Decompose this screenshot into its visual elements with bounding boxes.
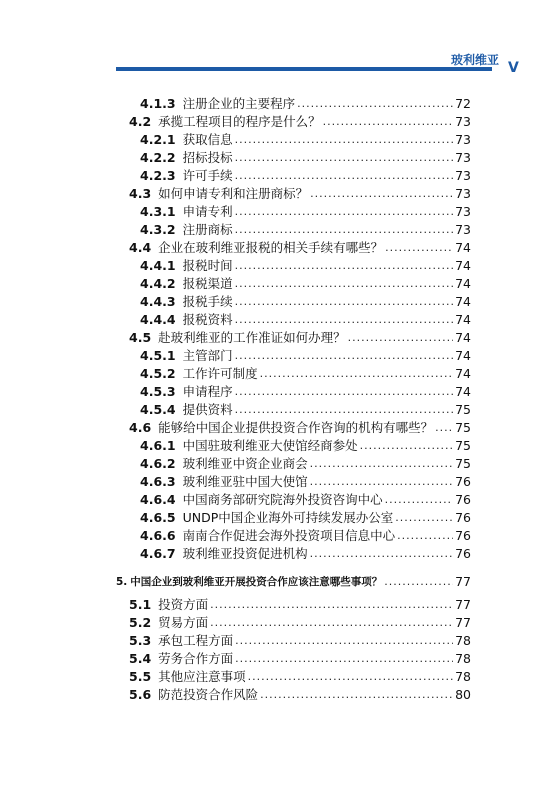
toc-entry[interactable]: [140, 402, 471, 418]
toc-entry[interactable]: [140, 204, 471, 220]
toc-entry-title: UNDP中国企业海外可持续发展办公室: [182, 510, 394, 525]
toc-entry-page: 75: [455, 402, 471, 417]
toc-entry-number: 4.3: [129, 186, 152, 201]
toc-entry-title: 中国商务部研究院海外投资咨询中心: [182, 492, 383, 507]
toc-leader-dots: [310, 546, 453, 562]
toc-entry[interactable]: [129, 615, 471, 631]
toc-leader-dots: [235, 150, 453, 166]
toc-entry-number: 4.6: [129, 420, 152, 435]
toc-entry-number: 5.6: [129, 687, 152, 702]
toc-entry-page: 73: [455, 150, 471, 165]
toc-entry-page: 76: [455, 492, 471, 507]
toc-leader-dots: [310, 456, 453, 472]
toc-entry-title: 报税时间: [182, 258, 233, 273]
toc-entry-title: 提供资料: [182, 402, 233, 417]
toc-entry-number: 5.: [116, 576, 128, 588]
toc-entry-title: 申请专利: [182, 204, 233, 219]
toc-entry-title: 玻利维亚中资企业商会: [182, 456, 308, 471]
toc-entry[interactable]: [129, 687, 471, 703]
toc-entry-page: 77: [455, 574, 471, 589]
toc-entry[interactable]: [140, 384, 471, 400]
toc-entry-page: 78: [455, 633, 471, 648]
running-header-title: 玻利维亚: [450, 53, 499, 67]
toc-entry-title: 许可手续: [182, 168, 233, 183]
toc-leader-dots: [210, 615, 453, 631]
toc-entry[interactable]: [129, 597, 471, 613]
toc-entry[interactable]: [140, 546, 471, 562]
toc-entry-page: 74: [455, 276, 471, 291]
toc-entry-page: 73: [455, 114, 471, 129]
toc-entry[interactable]: [140, 222, 471, 238]
toc-entry-title: 注册企业的主要程序: [182, 96, 296, 111]
toc-entry-number: 4.3.1: [140, 204, 176, 219]
toc-leader-dots: [248, 669, 453, 685]
page-number: V: [508, 60, 519, 76]
toc-entry-title: 中国企业到玻利维亚开展投资合作应该注意哪些事项？: [130, 576, 383, 588]
toc-entry-page: 73: [455, 132, 471, 147]
toc-entry-title: 申请程序: [182, 384, 233, 399]
header-rule: [116, 67, 492, 71]
toc-entry-title: 招标投标: [182, 150, 233, 165]
toc-leader-dots: [235, 132, 453, 148]
toc-entry-title: 其他应注意事项: [158, 669, 246, 684]
toc-leader-dots: [235, 312, 453, 328]
toc-entry-page: 78: [455, 651, 471, 666]
toc-entry-page: 73: [455, 222, 471, 237]
toc-entry[interactable]: [140, 96, 471, 112]
toc-entry-page: 77: [455, 597, 471, 612]
toc-entry-title: 赴玻利维亚的工作准证如何办理？: [158, 330, 346, 345]
toc-entry-page: 80: [455, 687, 471, 702]
toc-entry-title: 承包工程方面: [158, 633, 234, 648]
toc-leader-dots: [235, 168, 453, 184]
toc-entry-number: 4.4.2: [140, 276, 176, 291]
toc-entry[interactable]: [140, 150, 471, 166]
toc-entry-number: 4.5.3: [140, 384, 176, 399]
toc-entry[interactable]: [140, 528, 471, 544]
toc-entry-page: 74: [455, 258, 471, 273]
toc-entry[interactable]: [140, 456, 471, 472]
toc-leader-dots: [235, 384, 453, 400]
toc-entry-title: 玻利维亚投资促进机构: [182, 546, 308, 561]
toc-leader-dots: [348, 330, 453, 346]
toc-entry-number: 4.6.6: [140, 528, 176, 543]
toc-leader-dots: [397, 528, 453, 544]
toc-leader-dots: [297, 96, 453, 112]
toc-entry-title: 南南合作促进会海外投资项目信息中心: [182, 528, 396, 543]
toc-leader-dots: [260, 366, 453, 382]
toc-entry-page: 74: [455, 330, 471, 345]
toc-entry-number: 5.3: [129, 633, 152, 648]
toc-entry-page: 74: [455, 348, 471, 363]
toc-entry-title: 报税资料: [182, 312, 233, 327]
toc-entry[interactable]: [129, 420, 471, 436]
toc-entry-page: 76: [455, 546, 471, 561]
toc-entry[interactable]: [140, 168, 471, 184]
toc-entry[interactable]: [140, 366, 471, 382]
toc-leader-dots: [235, 276, 453, 292]
toc-entry-number: 4.2.1: [140, 132, 176, 147]
toc-entry[interactable]: [129, 633, 471, 649]
toc-entry[interactable]: [129, 114, 471, 130]
toc-leader-dots: [235, 402, 453, 418]
toc-entry-title: 承揽工程项目的程序是什么？: [158, 114, 321, 129]
toc-entry-page: 76: [455, 510, 471, 525]
toc-entry-number: 5.4: [129, 651, 152, 666]
toc-entry[interactable]: [140, 294, 471, 310]
toc-entry[interactable]: [140, 510, 471, 526]
toc-entry[interactable]: [140, 132, 471, 148]
toc-entry-title: 注册商标: [182, 222, 233, 237]
toc-leader-dots: [310, 474, 453, 490]
toc-entry[interactable]: [140, 348, 471, 364]
toc-entry-page: 73: [455, 168, 471, 183]
toc-entry-title: 工作许可制度: [182, 366, 258, 381]
toc-leader-dots: [235, 294, 453, 310]
toc-entry-title: 获取信息: [182, 132, 233, 147]
toc-entry-page: 74: [455, 384, 471, 399]
toc-entry-title: 能够给中国企业提供投资合作咨询的机构有哪些？: [158, 420, 434, 435]
toc-leader-dots: [384, 574, 453, 590]
toc-leader-dots: [235, 651, 453, 667]
toc-entry[interactable]: [140, 258, 471, 274]
toc-leader-dots: [310, 186, 453, 202]
toc-entry[interactable]: [140, 474, 471, 490]
toc-entry-number: 4.2.3: [140, 168, 176, 183]
toc-entry-page: 78: [455, 669, 471, 684]
toc-entry-title: 报税手续: [182, 294, 233, 309]
toc-entry-title: 玻利维亚驻中国大使馆: [182, 474, 308, 489]
toc-leader-dots: [323, 114, 453, 130]
toc-chapter-entry[interactable]: [116, 574, 471, 590]
toc-entry-number: 4.6.7: [140, 546, 176, 561]
toc-entry-title: 中国驻玻利维亚大使馆经商参处: [182, 438, 358, 453]
toc-entry-page: 77: [455, 615, 471, 630]
toc-entry-page: 74: [455, 240, 471, 255]
toc-entry-title: 防范投资合作风险: [158, 687, 259, 702]
toc-entry[interactable]: [129, 330, 471, 346]
toc-leader-dots: [235, 204, 453, 220]
toc-entry-number: 4.2: [129, 114, 152, 129]
toc-entry[interactable]: [140, 492, 471, 508]
toc-entry-page: 73: [455, 204, 471, 219]
toc-entry[interactable]: [129, 669, 471, 685]
toc-leader-dots: [235, 258, 453, 274]
toc-entry-number: 4.6.2: [140, 456, 176, 471]
toc-entry-page: 76: [455, 474, 471, 489]
toc-entry-title: 劳务合作方面: [158, 651, 234, 666]
toc-entry-number: 4.1.3: [140, 96, 176, 111]
toc-entry-title: 贸易方面: [158, 615, 209, 630]
toc-entry[interactable]: [140, 438, 471, 454]
toc-entry[interactable]: [129, 186, 471, 202]
toc-entry-number: 4.4.4: [140, 312, 176, 327]
toc-entry-page: 75: [455, 438, 471, 453]
toc-entry-number: 4.2.2: [140, 150, 176, 165]
toc-leader-dots: [385, 492, 453, 508]
toc-entry-title: 主管部门: [182, 348, 233, 363]
toc-entry-number: 4.5.2: [140, 366, 176, 381]
toc-leader-dots: [385, 240, 453, 256]
toc-entry-number: 4.5.1: [140, 348, 176, 363]
toc-entry-number: 4.5.4: [140, 402, 176, 417]
toc-entry-number: 4.6.4: [140, 492, 176, 507]
toc-entry-title: 报税渠道: [182, 276, 233, 291]
toc-entry-title: 企业在玻利维亚报税的相关手续有哪些？: [158, 240, 384, 255]
toc-entry-page: 73: [455, 186, 471, 201]
toc-entry-number: 4.6.3: [140, 474, 176, 489]
toc-entry-number: 4.4.3: [140, 294, 176, 309]
toc-entry-page: 74: [455, 294, 471, 309]
toc-entry-title: 如何申请专利和注册商标？: [158, 186, 309, 201]
toc-entry-page: 74: [455, 312, 471, 327]
toc-leader-dots: [210, 597, 453, 613]
toc-leader-dots: [435, 420, 453, 436]
toc-leader-dots: [235, 348, 453, 364]
toc-leader-dots: [360, 438, 453, 454]
toc-entry-number: 4.4.1: [140, 258, 176, 273]
toc-entry-page: 74: [455, 366, 471, 381]
toc-entry-page: 75: [455, 420, 471, 435]
toc-entry-number: 4.4: [129, 240, 152, 255]
toc-entry-page: 72: [455, 96, 471, 111]
toc-entry-number: 4.3.2: [140, 222, 176, 237]
toc-leader-dots: [395, 510, 453, 526]
toc-entry-number: 5.5: [129, 669, 152, 684]
toc-leader-dots: [260, 687, 453, 703]
toc-entry[interactable]: [129, 651, 471, 667]
toc-entry-page: 76: [455, 528, 471, 543]
toc-entry[interactable]: [129, 240, 471, 256]
toc-entry-number: 5.1: [129, 597, 152, 612]
toc-entry-number: 4.5: [129, 330, 152, 345]
toc-entry-page: 75: [455, 456, 471, 471]
toc-leader-dots: [235, 633, 453, 649]
toc-leader-dots: [235, 222, 453, 238]
toc-entry[interactable]: [140, 276, 471, 292]
toc-entry[interactable]: [140, 312, 471, 328]
toc-entry-title: 投资方面: [158, 597, 209, 612]
toc-entry-number: 4.6.5: [140, 510, 176, 525]
toc-entry-number: 4.6.1: [140, 438, 176, 453]
toc-entry-number: 5.2: [129, 615, 152, 630]
